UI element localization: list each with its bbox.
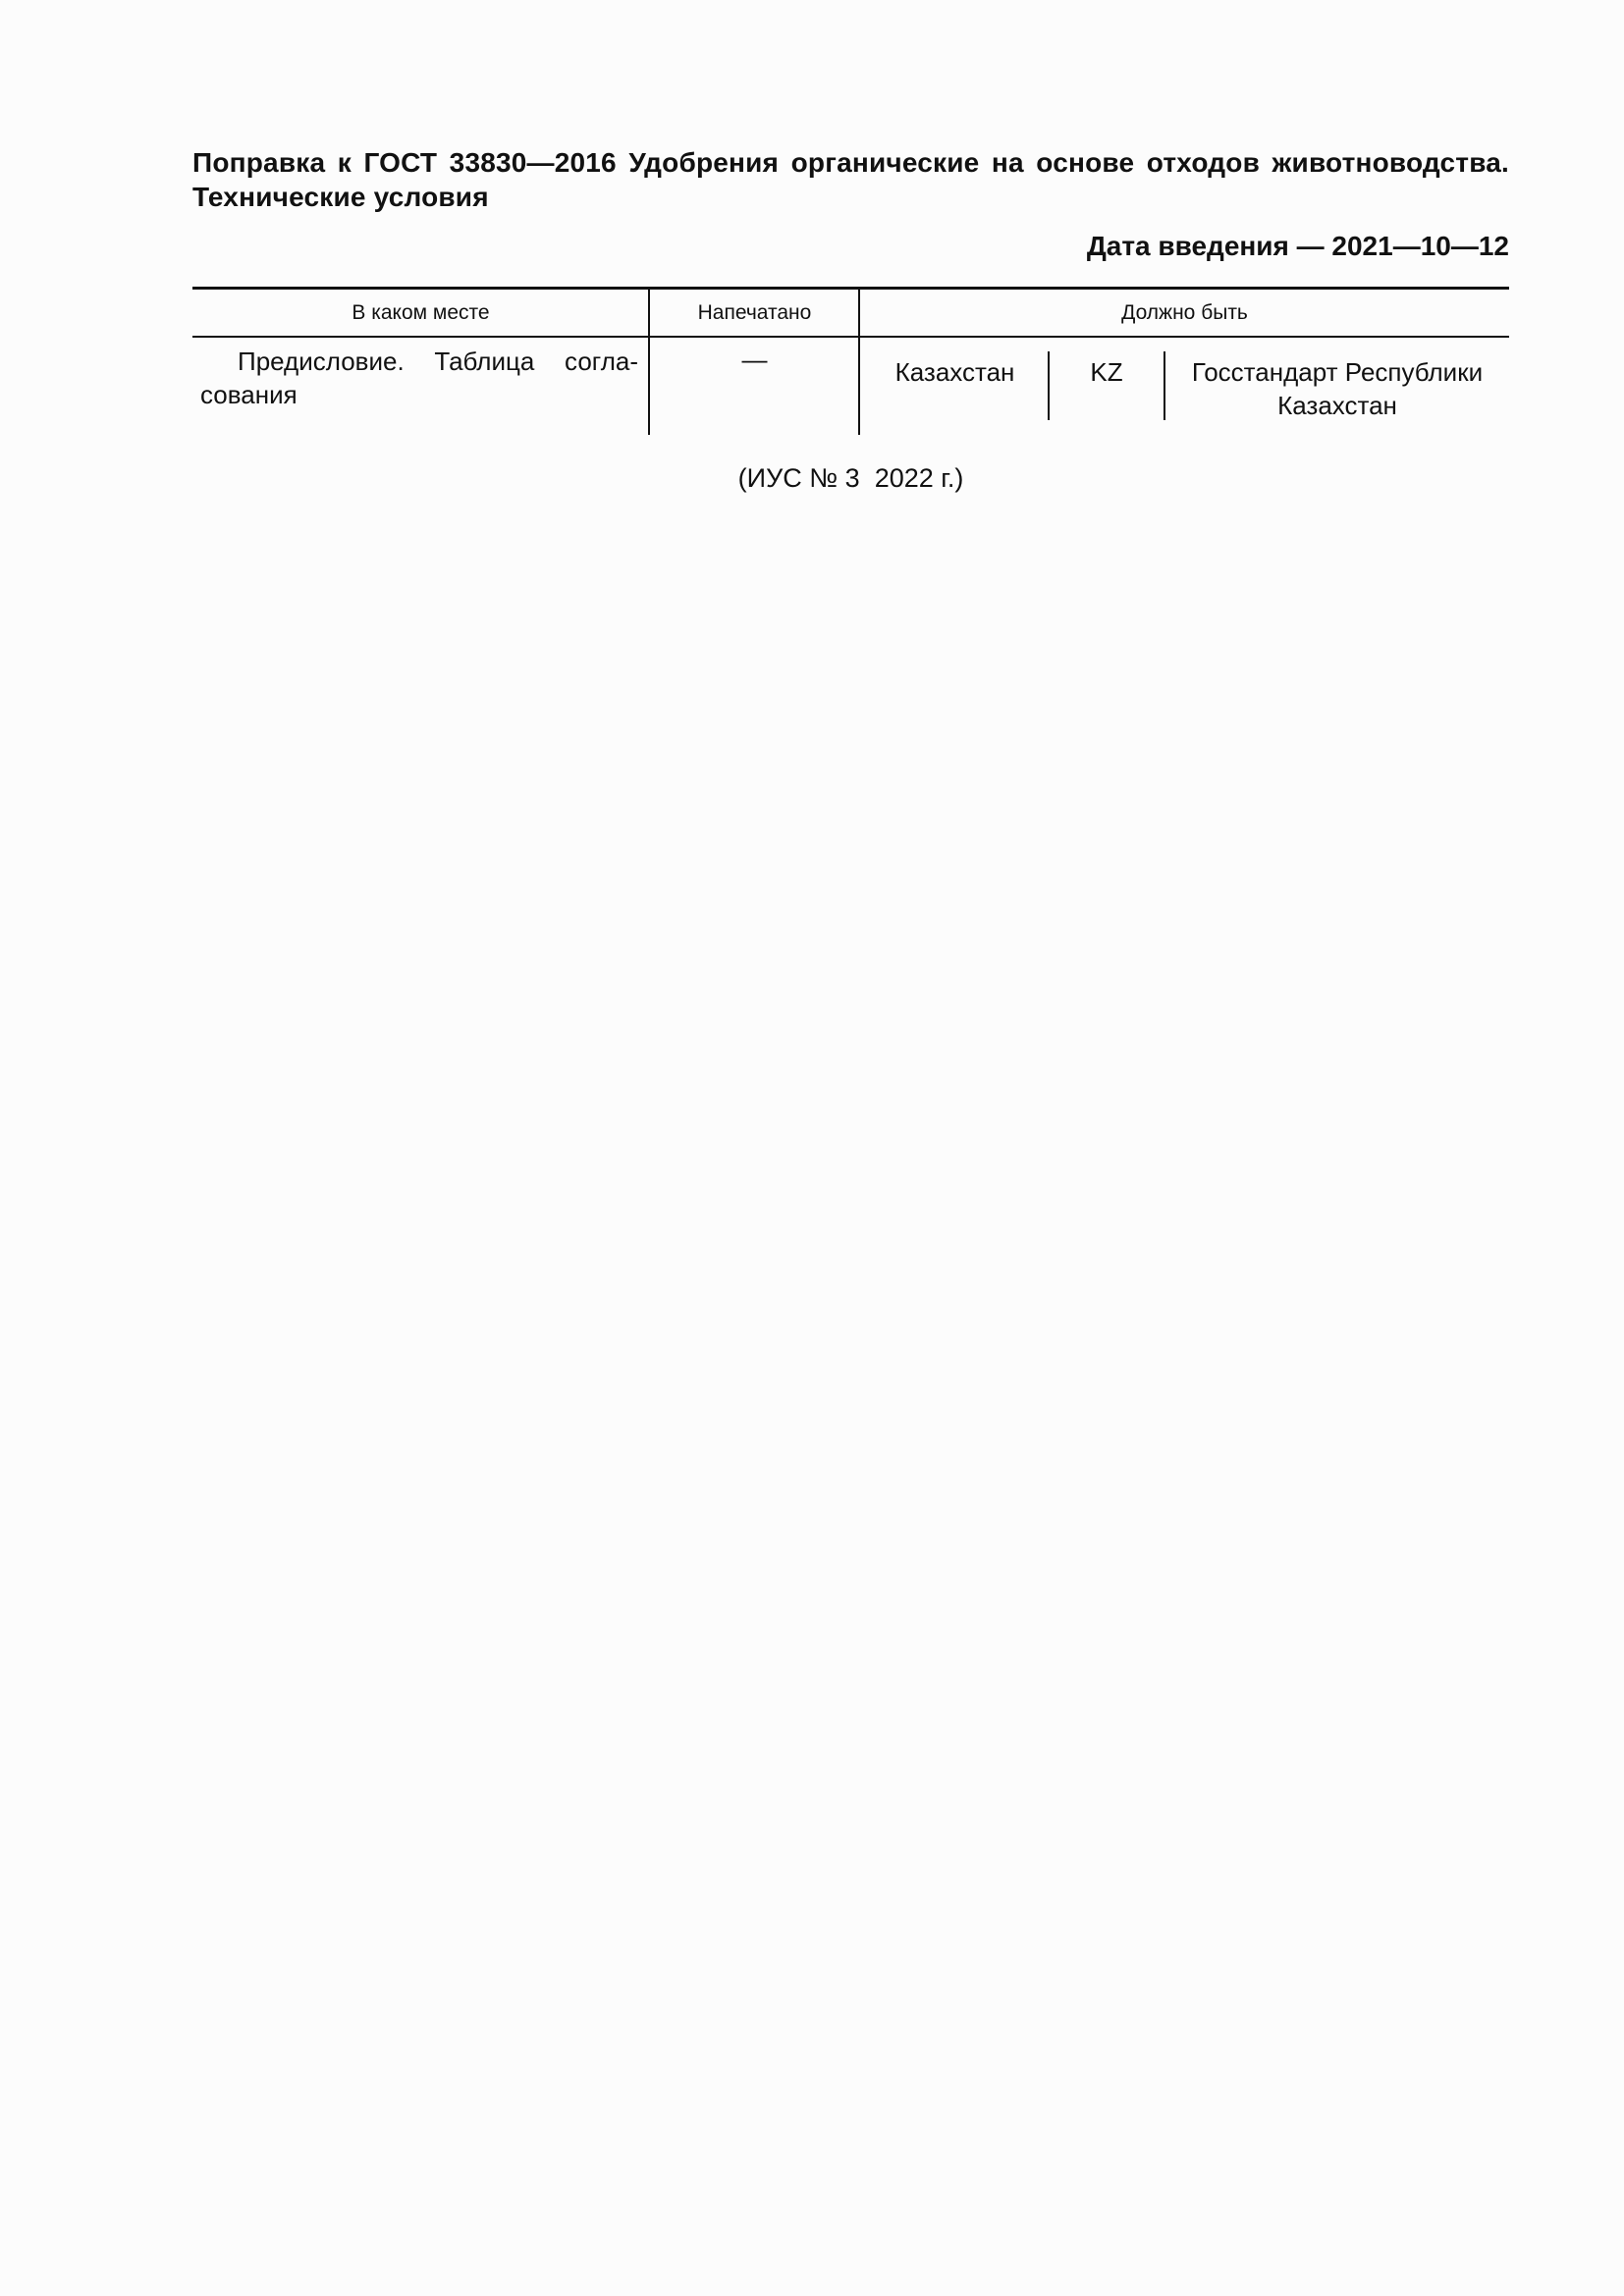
- place-line1: Предисловие. Таблица согла-: [238, 347, 638, 376]
- column-header-should-be: Должно быть: [1121, 301, 1248, 324]
- table-row-place: [200, 345, 638, 411]
- amendment-table: [192, 287, 1509, 438]
- column-header-place: В каком месте: [352, 301, 490, 324]
- place-line2: сования: [200, 380, 298, 409]
- table-row-country: Казахстан: [894, 357, 1015, 387]
- introduction-date: Дата введения — 2021—10—12: [1086, 231, 1509, 261]
- table-row-standards-body: [1165, 355, 1509, 422]
- standards-body-line2: Казахстан: [1277, 391, 1397, 420]
- column-header-printed: Напечатано: [697, 301, 812, 324]
- amendment-title-line1: Поправка к ГОСТ 33830—2016 Удобрения органические на основе отходов животноводства.: [192, 147, 1509, 178]
- header-divider: [192, 336, 1509, 338]
- table-row-printed: —: [741, 345, 768, 374]
- amendment-title-line2: Технические условия: [192, 182, 489, 212]
- table-row-country-code: KZ: [1090, 357, 1123, 387]
- standards-body-line1: Госстандарт Республики: [1191, 357, 1484, 387]
- ius-reference: (ИУС № 3 2022 г.): [737, 463, 964, 493]
- amendment-title: [192, 145, 1509, 214]
